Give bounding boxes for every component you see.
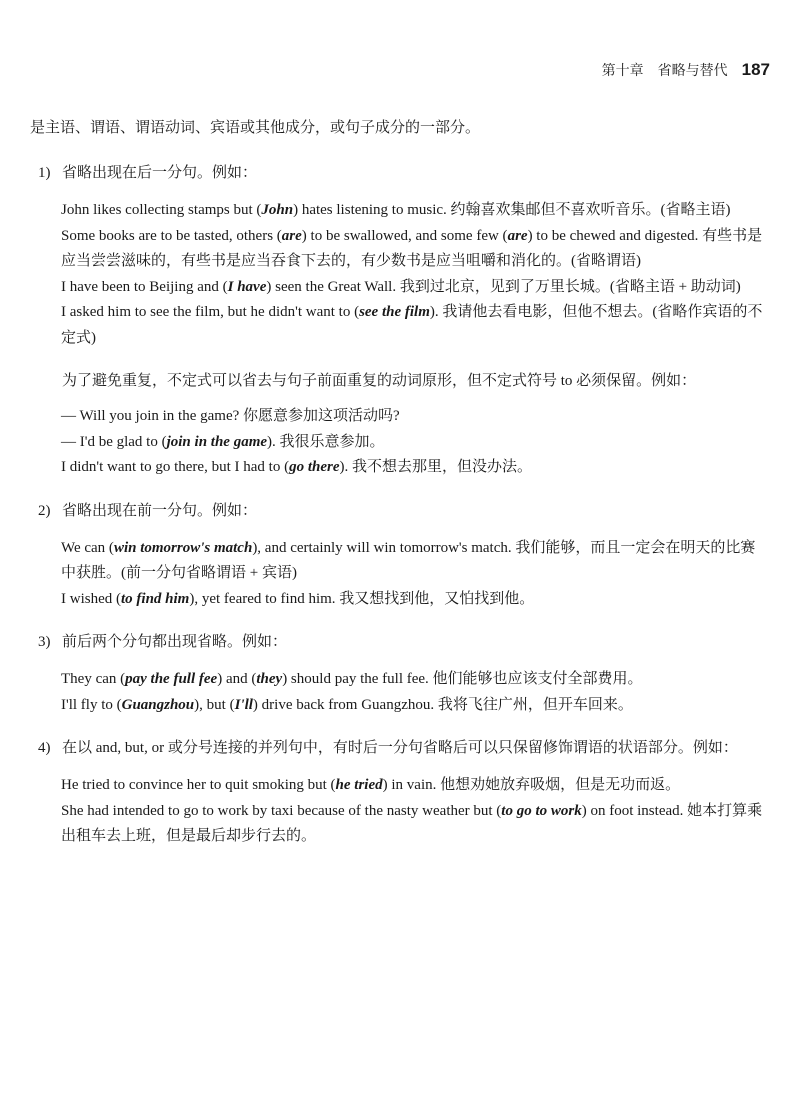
example-text: John likes collecting stamps but ( <box>61 202 262 218</box>
omitted-text: he tried <box>335 777 383 793</box>
omitted-text: I'll <box>234 696 253 713</box>
omitted-text: go there <box>289 459 340 475</box>
example-sentence <box>61 300 770 351</box>
example-text: ) hates listening to music. 约翰喜欢集邮但不喜欢听音乐。(省略主语) <box>293 202 731 218</box>
section-title: 前后两个分句都出现省略。例如： <box>62 634 288 650</box>
example-text: They can ( <box>61 671 126 687</box>
example-text: ) on foot instead. 她本打算乘出租车去上班，但是最后却步行去的。 <box>61 802 763 844</box>
omitted-text: John <box>261 202 294 218</box>
example-text: ). 我很乐意参加。 <box>267 433 385 450</box>
example-text: ) to be chewed and digested. 有些书是应当尝尝滋味的，有些书是应当吞食下去的，有少数书是应当咀嚼和消化的。(省略谓语) <box>61 227 763 269</box>
example-text: I have been to Beijing and ( <box>61 278 228 295</box>
omitted-text: to go to work <box>501 802 582 819</box>
example-list <box>61 773 770 850</box>
example-sentence <box>61 455 770 481</box>
example-text: ). 我不想去那里，但没办法。 <box>339 459 532 475</box>
omitted-text: see the film <box>359 304 430 320</box>
example-text: ) seen the Great Wall. 我到过北京，见到了万里长城。(省略主语 + 助动词) <box>266 278 741 295</box>
page-header <box>602 60 770 80</box>
section-heading <box>38 630 770 655</box>
omitted-text: Guangzhou <box>121 696 195 713</box>
example-sentence <box>61 430 770 456</box>
section-number: 3) <box>38 634 51 650</box>
example-list <box>61 198 770 351</box>
section-number: 4) <box>38 740 51 756</box>
note-examples <box>61 404 770 481</box>
example-text: ), yet feared to find him. 我又想找到他，又怕找到他。 <box>189 590 535 607</box>
example-text: ), and certainly will win tomorrow's match. 我们能够，而且一定会在明天的比赛中获胜。(前一分句省略谓语 + 宾语) <box>61 539 756 581</box>
section-heading <box>38 499 770 524</box>
example-text: — Will you join in the game? 你愿意参加这项活动吗? <box>61 408 400 424</box>
example-text: Some books are to be tasted, others ( <box>61 227 282 244</box>
note-block <box>30 369 770 481</box>
example-text: ) to be swallowed, and some few ( <box>301 227 508 244</box>
omitted-text: win tomorrow's match <box>113 539 253 556</box>
example-sentence <box>61 773 770 799</box>
omitted-text: pay the full fee <box>125 671 218 687</box>
example-text: ) should pay the full fee. 他们能够也应该支付全部费用。 <box>282 671 643 687</box>
section-title: 省略出现在前一分句。例如： <box>62 502 258 519</box>
omitted-text: are <box>281 227 302 244</box>
example-text: She had intended to go to work by taxi because of the nasty weather but ( <box>61 802 502 819</box>
example-text: I didn't want to go there, but I had to ( <box>61 459 290 475</box>
example-sentence <box>61 536 770 587</box>
example-text: ), but ( <box>194 696 235 713</box>
example-text: We can ( <box>61 539 114 556</box>
omitted-text: to find him <box>121 590 190 607</box>
chapter-title: 第十章 省略与替代 <box>601 63 728 79</box>
section-number: 2) <box>38 502 51 519</box>
example-text: I'll fly to ( <box>61 696 122 713</box>
omitted-text: join in the game <box>166 433 268 450</box>
example-text: I wished ( <box>61 590 121 607</box>
example-sentence <box>61 224 770 275</box>
sections-2-4 <box>30 499 770 850</box>
example-text: ) drive back from Guangzhou. 我将飞往广州，但开车回来。 <box>252 696 633 713</box>
section-number: 1) <box>38 165 51 181</box>
example-text: ) and ( <box>217 671 257 687</box>
example-sentence <box>61 667 770 693</box>
example-text: — I'd be glad to ( <box>61 433 167 450</box>
omitted-text: I have <box>227 278 267 295</box>
example-list <box>61 536 770 613</box>
example-text: ). 我请他去看电影，但他不想去。(省略作宾语的不定式) <box>61 304 763 346</box>
example-sentence <box>61 693 770 719</box>
note-paragraph: 为了避免重复，不定式可以省去与句子前面重复的动词原形，但不定式符号 to 必须保留。例如： <box>62 373 697 389</box>
section-title: 在以 and, but, or 或分号连接的并列句中，有时后一分句省略后可以只保留修饰谓语的状语部分。例如： <box>62 740 738 756</box>
page-body <box>30 116 770 868</box>
example-sentence <box>61 587 770 613</box>
example-sentence <box>61 799 770 850</box>
example-sentence <box>61 404 770 430</box>
section-title: 省略出现在后一分句。例如： <box>62 165 258 181</box>
section-heading <box>38 161 770 186</box>
example-text: He tried to convince her to quit smoking but ( <box>61 777 336 793</box>
example-sentence <box>61 275 770 301</box>
page-number: 187 <box>741 60 770 79</box>
omitted-text: are <box>507 227 528 244</box>
section-heading <box>38 736 770 761</box>
example-text: ) in vain. 他想劝她放弃吸烟，但是无功而返。 <box>382 777 681 793</box>
omitted-text: they <box>256 671 283 687</box>
section-1 <box>30 161 770 351</box>
example-text: I asked him to see the film, but he didn't want to ( <box>61 304 360 320</box>
example-sentence <box>61 198 770 224</box>
example-list <box>61 667 770 718</box>
intro-paragraph: 是主语、谓语、谓语动词、宾语或其他成分，或句子成分的一部分。 <box>30 120 481 136</box>
